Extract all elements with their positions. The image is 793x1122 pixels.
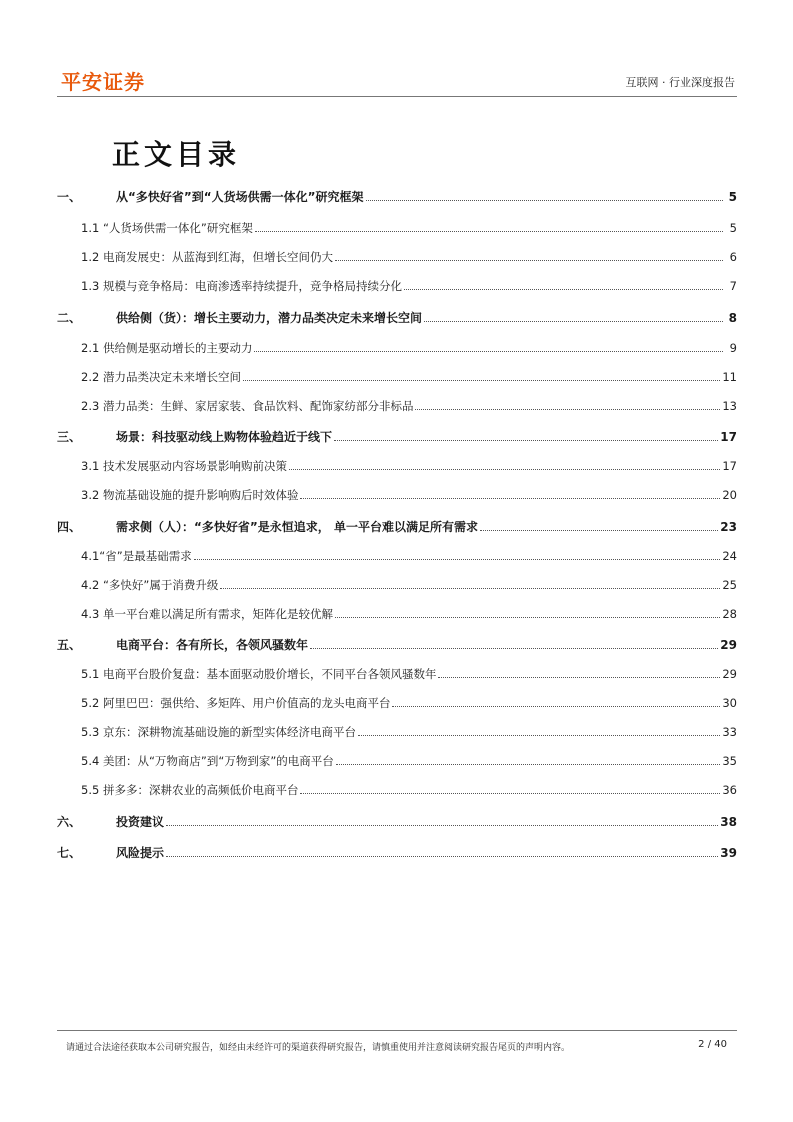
toc-leader (254, 350, 723, 352)
toc-label: 2.2 潜力品类决定未来增长空间 (81, 370, 241, 384)
toc-entry[interactable] (57, 814, 737, 830)
toc-entry[interactable] (57, 429, 737, 445)
toc-leader (255, 230, 723, 232)
toc-page: 23 (720, 520, 737, 534)
toc-page: 33 (722, 725, 737, 739)
toc-entry[interactable] (57, 249, 737, 265)
toc-number: 二、 (57, 311, 82, 325)
toc-page: 39 (720, 846, 737, 860)
toc-entry[interactable] (57, 220, 737, 236)
toc-page: 24 (722, 549, 737, 563)
toc-leader (300, 497, 720, 499)
toc-number: 五、 (57, 638, 82, 652)
toc-leader (310, 647, 718, 649)
toc-label: 2.3 潜力品类：生鲜、家居家装、食品饮料、配饰家纺部分非标品 (81, 399, 414, 413)
toc-entry[interactable] (57, 637, 737, 653)
toc-page: 29 (720, 638, 737, 652)
toc-leader (220, 587, 720, 589)
toc-page: 5 (728, 190, 737, 204)
toc-page: 17 (722, 459, 737, 473)
toc-label: 3.2 物流基础设施的提升影响购后时效体验 (81, 488, 299, 502)
toc-leader (392, 705, 720, 707)
brand-logo: 平安证券 (61, 70, 145, 94)
toc-entry[interactable] (57, 724, 737, 740)
toc-leader (300, 792, 720, 794)
toc-leader (336, 763, 721, 765)
toc-number: 四、 (57, 520, 82, 534)
toc-entry[interactable] (57, 340, 737, 356)
toc-entry[interactable] (57, 845, 737, 861)
toc-label: 风险提示 (116, 846, 165, 860)
toc-leader (334, 439, 718, 441)
toc-label: 投资建议 (116, 815, 165, 829)
toc-label: 2.1 供给侧是驱动增长的主要动力 (81, 341, 253, 355)
toc-label: 4.1“省”是最基础需求 (81, 549, 192, 563)
toc-page: 35 (722, 754, 737, 768)
toc-page: 6 (729, 250, 737, 264)
toc-entry[interactable] (57, 310, 737, 326)
toc-number: 七、 (57, 846, 82, 860)
toc-leader (194, 558, 721, 560)
toc-entry[interactable] (57, 695, 737, 711)
toc-entry[interactable] (57, 782, 737, 798)
toc-entry[interactable] (57, 606, 737, 622)
toc-page: 7 (729, 279, 737, 293)
page-number: 2 / 40 (698, 1039, 727, 1050)
toc-entry[interactable] (57, 548, 737, 564)
toc-page: 36 (722, 783, 737, 797)
toc-page: 5 (729, 221, 737, 235)
disclaimer-note: 请通过合法途径获取本公司研究报告，如经由未经许可的渠道获得研究报告，请慎重使用并注意阅读研究报告尾页的声明内容。 (66, 1043, 571, 1053)
toc-entry[interactable] (57, 666, 737, 682)
toc-page: 9 (729, 341, 737, 355)
toc-page: 13 (722, 399, 737, 413)
toc-leader (243, 379, 720, 381)
toc-entry[interactable] (57, 278, 737, 294)
toc-page: 20 (722, 488, 737, 502)
toc-label: 需求侧（人）：“多快好省”是永恒追求， 单一平台难以满足所有需求 (116, 520, 478, 534)
toc-leader (415, 408, 720, 410)
toc-entry[interactable] (57, 458, 737, 474)
toc-number: 一、 (57, 190, 82, 204)
toc-label: 1.2 电商发展史：从蓝海到红海，但增长空间仍大 (81, 250, 333, 264)
toc-leader (289, 468, 720, 470)
toc-number: 六、 (57, 815, 82, 829)
toc-page: 11 (722, 370, 737, 384)
toc-entry[interactable] (57, 753, 737, 769)
toc-leader (166, 824, 718, 826)
toc-page: 25 (722, 578, 737, 592)
toc-entry[interactable] (57, 189, 737, 205)
toc-page: 8 (728, 311, 737, 325)
toc-label: 从“多快好省”到“人货场供需一体化”研究框架 (116, 190, 364, 204)
toc-label: 5.2 阿里巴巴：强供给、多矩阵、用户价值高的龙头电商平台 (81, 696, 391, 710)
toc-number: 三、 (57, 430, 82, 444)
toc-label: 5.4 美团：从“万物商店”到“万物到家”的电商平台 (81, 754, 334, 768)
toc-label: 5.5 拼多多：深耕农业的高频低价电商平台 (81, 783, 299, 797)
toc-page: 38 (720, 815, 737, 829)
toc-leader (166, 855, 718, 857)
toc-entry[interactable] (57, 369, 737, 385)
toc-label: 3.1 技术发展驱动内容场景影响购前决策 (81, 459, 287, 473)
toc-label: 供给侧（货）：增长主要动力，潜力品类决定未来增长空间 (116, 311, 423, 325)
toc-page: 30 (722, 696, 737, 710)
toc-label: 4.2 “多快好”属于消费升级 (81, 578, 219, 592)
toc-page: 17 (720, 430, 737, 444)
toc-entry[interactable] (57, 577, 737, 593)
toc-label: 5.3 京东：深耕物流基础设施的新型实体经济电商平台 (81, 725, 356, 739)
toc-label: 1.1 “人货场供需一体化”研究框架 (81, 221, 253, 235)
toc-label: 电商平台：各有所长，各领风骚数年 (116, 638, 309, 652)
toc-label: 1.3 规模与竞争格局：电商渗透率持续提升，竞争格局持续分化 (81, 279, 402, 293)
footer-divider (57, 1030, 737, 1031)
toc-label: 场景：科技驱动线上购物体验趋近于线下 (116, 430, 333, 444)
toc-leader (335, 259, 723, 261)
toc-leader (335, 616, 720, 618)
toc-page: 29 (722, 667, 737, 681)
report-type: 互联网 · 行业深度报告 (625, 76, 735, 89)
toc-leader (404, 288, 723, 290)
toc-leader (438, 676, 720, 678)
toc-entry[interactable] (57, 398, 737, 414)
toc-leader (424, 320, 723, 322)
toc-entry[interactable] (57, 519, 737, 535)
toc-label: 4.3 单一平台难以满足所有需求，矩阵化是较优解 (81, 607, 333, 621)
toc-leader (480, 529, 718, 531)
toc-page: 28 (722, 607, 737, 621)
toc-leader (358, 734, 720, 736)
toc-label: 5.1 电商平台股价复盘：基本面驱动股价增长，不同平台各领风骚数年 (81, 667, 437, 681)
toc-entry[interactable] (57, 487, 737, 503)
toc-title: 正文目录 (112, 138, 241, 171)
toc-leader (366, 199, 723, 201)
header-divider (57, 96, 737, 97)
